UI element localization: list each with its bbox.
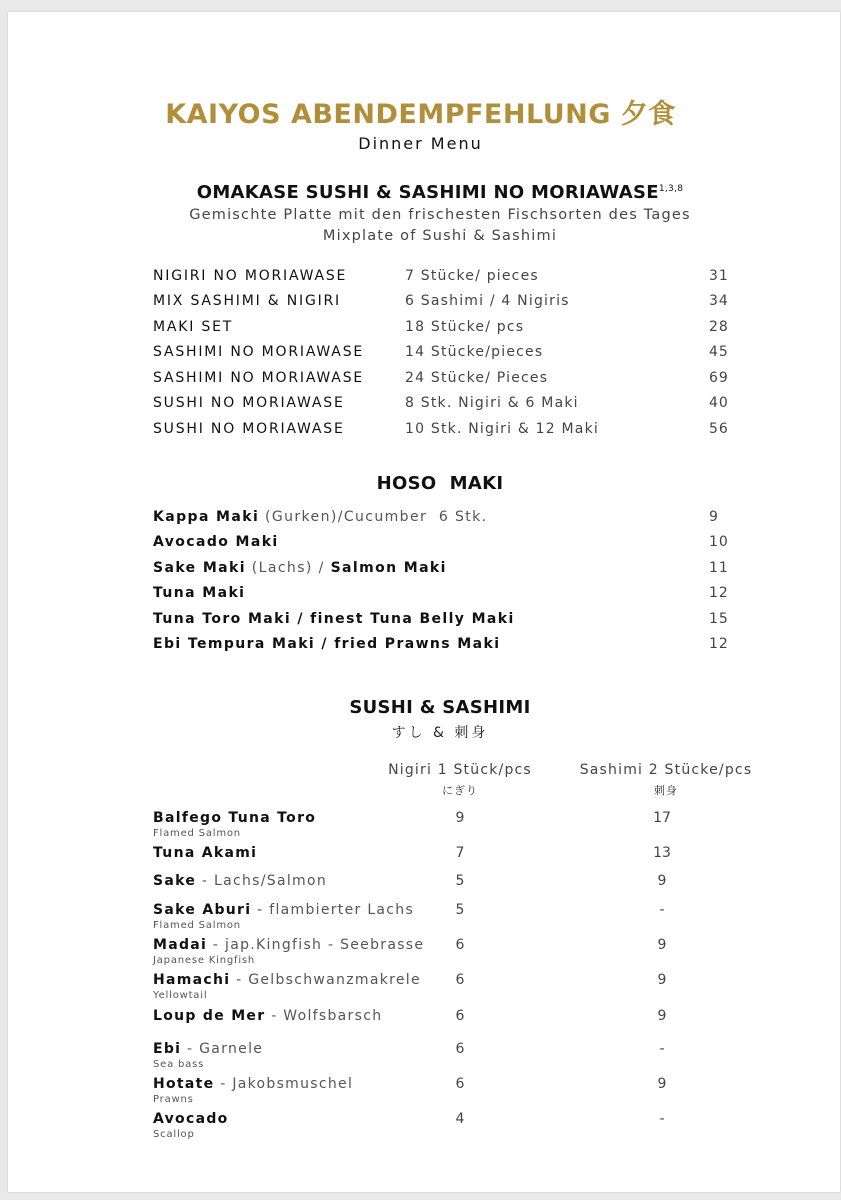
nigiri-price: 5 <box>455 873 465 889</box>
fish-name-main: Hotate <box>153 1076 215 1092</box>
sashimi-price: 9 <box>657 1076 667 1092</box>
maki-row <box>0 509 841 531</box>
item-name: MIX SASHIMI & NIGIRI <box>153 293 341 309</box>
omakase-row <box>0 319 841 341</box>
fish-name-main: Ebi <box>153 1041 182 1057</box>
item-price: 40 <box>709 395 729 411</box>
nigiri-price: 6 <box>455 972 465 988</box>
sashimi-price: 9 <box>657 937 667 953</box>
nigiri-price: 7 <box>455 845 465 861</box>
maki-name-main: Avocado Maki <box>153 534 279 550</box>
omakase-desc-de: Gemischte Platte mit den frischesten Fischsorten des Tages <box>189 207 691 223</box>
fish-name-extra: - Lachs/Salmon <box>196 873 328 889</box>
fish-subtitle: Scallop <box>153 1129 195 1140</box>
item-detail: 18 Stücke/ pcs <box>405 319 525 335</box>
item-name: SASHIMI NO MORIAWASE <box>153 370 365 386</box>
sushi-sashimi-heading: SUSHI & SASHIMI <box>349 697 531 718</box>
fish-name <box>153 1008 382 1024</box>
item-price: 31 <box>709 268 729 284</box>
maki-row <box>0 560 841 582</box>
menu-subtitle: Dinner Menu <box>358 134 483 153</box>
nigiri-price: 6 <box>455 1076 465 1092</box>
nigiri-column-header <box>380 762 540 798</box>
maki-row <box>0 611 841 633</box>
fish-subtitle: Yellowtail <box>153 990 208 1001</box>
sashimi-price: 9 <box>657 873 667 889</box>
item-name: SUSHI NO MORIAWASE <box>153 395 345 411</box>
maki-price: 11 <box>709 560 729 576</box>
item-detail: 14 Stücke/pieces <box>405 344 544 360</box>
maki-name-main: Ebi Tempura Maki / fried Prawns Maki <box>153 636 501 652</box>
omakase-allergens: 1,3,8 <box>658 184 684 194</box>
fish-name-main: Balfego Tuna Toro <box>153 810 317 826</box>
maki-name-main: Tuna Toro Maki / finest Tuna Belly Maki <box>153 611 515 627</box>
item-price: 69 <box>709 370 729 386</box>
fish-subtitle: Sea bass <box>153 1059 205 1070</box>
omakase-row <box>0 344 841 366</box>
nigiri-column-label-jp: にぎり <box>442 784 478 797</box>
maki-name <box>153 560 447 576</box>
sashimi-column-header <box>576 762 756 798</box>
nigiri-column-label: Nigiri 1 Stück/pcs <box>388 762 532 778</box>
fish-name-main: Tuna Akami <box>153 845 258 861</box>
maki-name-main: Kappa Maki <box>153 509 260 525</box>
maki-row <box>0 636 841 658</box>
maki-name <box>153 585 245 601</box>
fish-name-extra: - Jakobsmuschel <box>214 1076 354 1092</box>
sashimi-price: 17 <box>653 810 671 826</box>
item-name: NIGIRI NO MORIAWASE <box>153 268 348 284</box>
fish-name-main: Sake Aburi <box>153 902 252 918</box>
fish-name <box>153 845 257 861</box>
sashimi-price: - <box>659 1041 665 1057</box>
maki-name-detail: (Gurken)/Cucumber 6 Stk. <box>259 509 488 525</box>
nigiri-price: 6 <box>455 1041 465 1057</box>
nigiri-price: 6 <box>455 937 465 953</box>
item-name: SASHIMI NO MORIAWASE <box>153 344 365 360</box>
item-detail: 6 Sashimi / 4 Nigiris <box>405 293 570 309</box>
omakase-desc-en: Mixplate of Sushi & Sashimi <box>322 228 558 244</box>
fish-name-extra: - flambierter Lachs <box>251 902 415 918</box>
item-price: 56 <box>709 421 729 437</box>
sushi-sashimi-heading-jp: すし & 刺身 <box>391 725 489 741</box>
omakase-row <box>0 395 841 417</box>
fish-name-extra: - Wolfsbarsch <box>265 1008 383 1024</box>
maki-name-main: Sake Maki <box>153 560 246 576</box>
maki-price: 12 <box>709 636 729 652</box>
nigiri-price: 5 <box>455 902 465 918</box>
fish-subtitle: Flamed Salmon <box>153 828 241 839</box>
item-price: 45 <box>709 344 729 360</box>
fish-subtitle: Prawns <box>153 1094 194 1105</box>
fish-name <box>153 1076 353 1092</box>
nigiri-price: 6 <box>455 1008 465 1024</box>
item-detail: 8 Stk. Nigiri & 6 Maki <box>405 395 579 411</box>
item-price: 28 <box>709 319 729 335</box>
omakase-heading <box>0 182 841 203</box>
menu-title: KAIYOS ABENDEMPFEHLUNG 夕食 <box>165 99 676 130</box>
maki-price: 10 <box>709 534 729 550</box>
maki-name-en: Salmon Maki <box>330 560 447 576</box>
maki-price: 12 <box>709 585 729 601</box>
fish-name-main: Avocado <box>153 1111 229 1127</box>
omakase-row <box>0 293 841 315</box>
maki-name-main: Tuna Maki <box>153 585 246 601</box>
fish-name-extra: - Gelbschwanzmakrele <box>230 972 421 988</box>
fish-name-main: Madai <box>153 937 208 953</box>
fish-name <box>153 810 316 826</box>
fish-name-main: Loup de Mer <box>153 1008 266 1024</box>
fish-name <box>153 972 421 988</box>
item-detail: 24 Stücke/ Pieces <box>405 370 549 386</box>
sashimi-price: 13 <box>653 845 671 861</box>
sashimi-price: - <box>659 902 665 918</box>
maki-name <box>153 611 515 627</box>
fish-name <box>153 902 414 918</box>
fish-subtitle: Japanese Kingfish <box>153 955 256 966</box>
maki-name <box>153 636 500 652</box>
fish-name-main: Hamachi <box>153 972 231 988</box>
item-name: MAKI SET <box>153 319 234 335</box>
sashimi-price: 9 <box>657 972 667 988</box>
maki-name-detail: (Lachs) / <box>245 560 331 576</box>
nigiri-price: 9 <box>455 810 465 826</box>
item-detail: 7 Stücke/ pieces <box>405 268 539 284</box>
sashimi-price: 9 <box>657 1008 667 1024</box>
item-price: 34 <box>709 293 729 309</box>
maki-name <box>153 509 488 525</box>
fish-name-main: Sake <box>153 873 197 889</box>
maki-name <box>153 534 279 550</box>
sashimi-price: - <box>659 1111 665 1127</box>
fish-subtitle: Flamed Salmon <box>153 920 241 931</box>
fish-name <box>153 937 424 953</box>
hoso-maki-heading: HOSO MAKI <box>376 473 504 494</box>
maki-price: 15 <box>709 611 729 627</box>
maki-price: 9 <box>709 509 719 525</box>
omakase-title: OMAKASE SUSHI & SASHIMI NO MORIAWASE <box>196 182 659 203</box>
omakase-row <box>0 370 841 392</box>
fish-name <box>153 873 327 889</box>
omakase-row <box>0 421 841 443</box>
maki-row <box>0 534 841 556</box>
fish-name-extra: - jap.Kingfish - Seebrasse <box>207 937 425 953</box>
fish-name <box>153 1041 263 1057</box>
item-name: SUSHI NO MORIAWASE <box>153 421 345 437</box>
sashimi-column-label-jp: 刺身 <box>654 784 678 797</box>
fish-name <box>153 1111 229 1127</box>
nigiri-price: 4 <box>455 1111 465 1127</box>
sashimi-column-label: Sashimi 2 Stücke/pcs <box>579 762 753 778</box>
maki-row <box>0 585 841 607</box>
item-detail: 10 Stk. Nigiri & 12 Maki <box>405 421 599 437</box>
fish-name-extra: - Garnele <box>181 1041 264 1057</box>
omakase-row <box>0 268 841 290</box>
